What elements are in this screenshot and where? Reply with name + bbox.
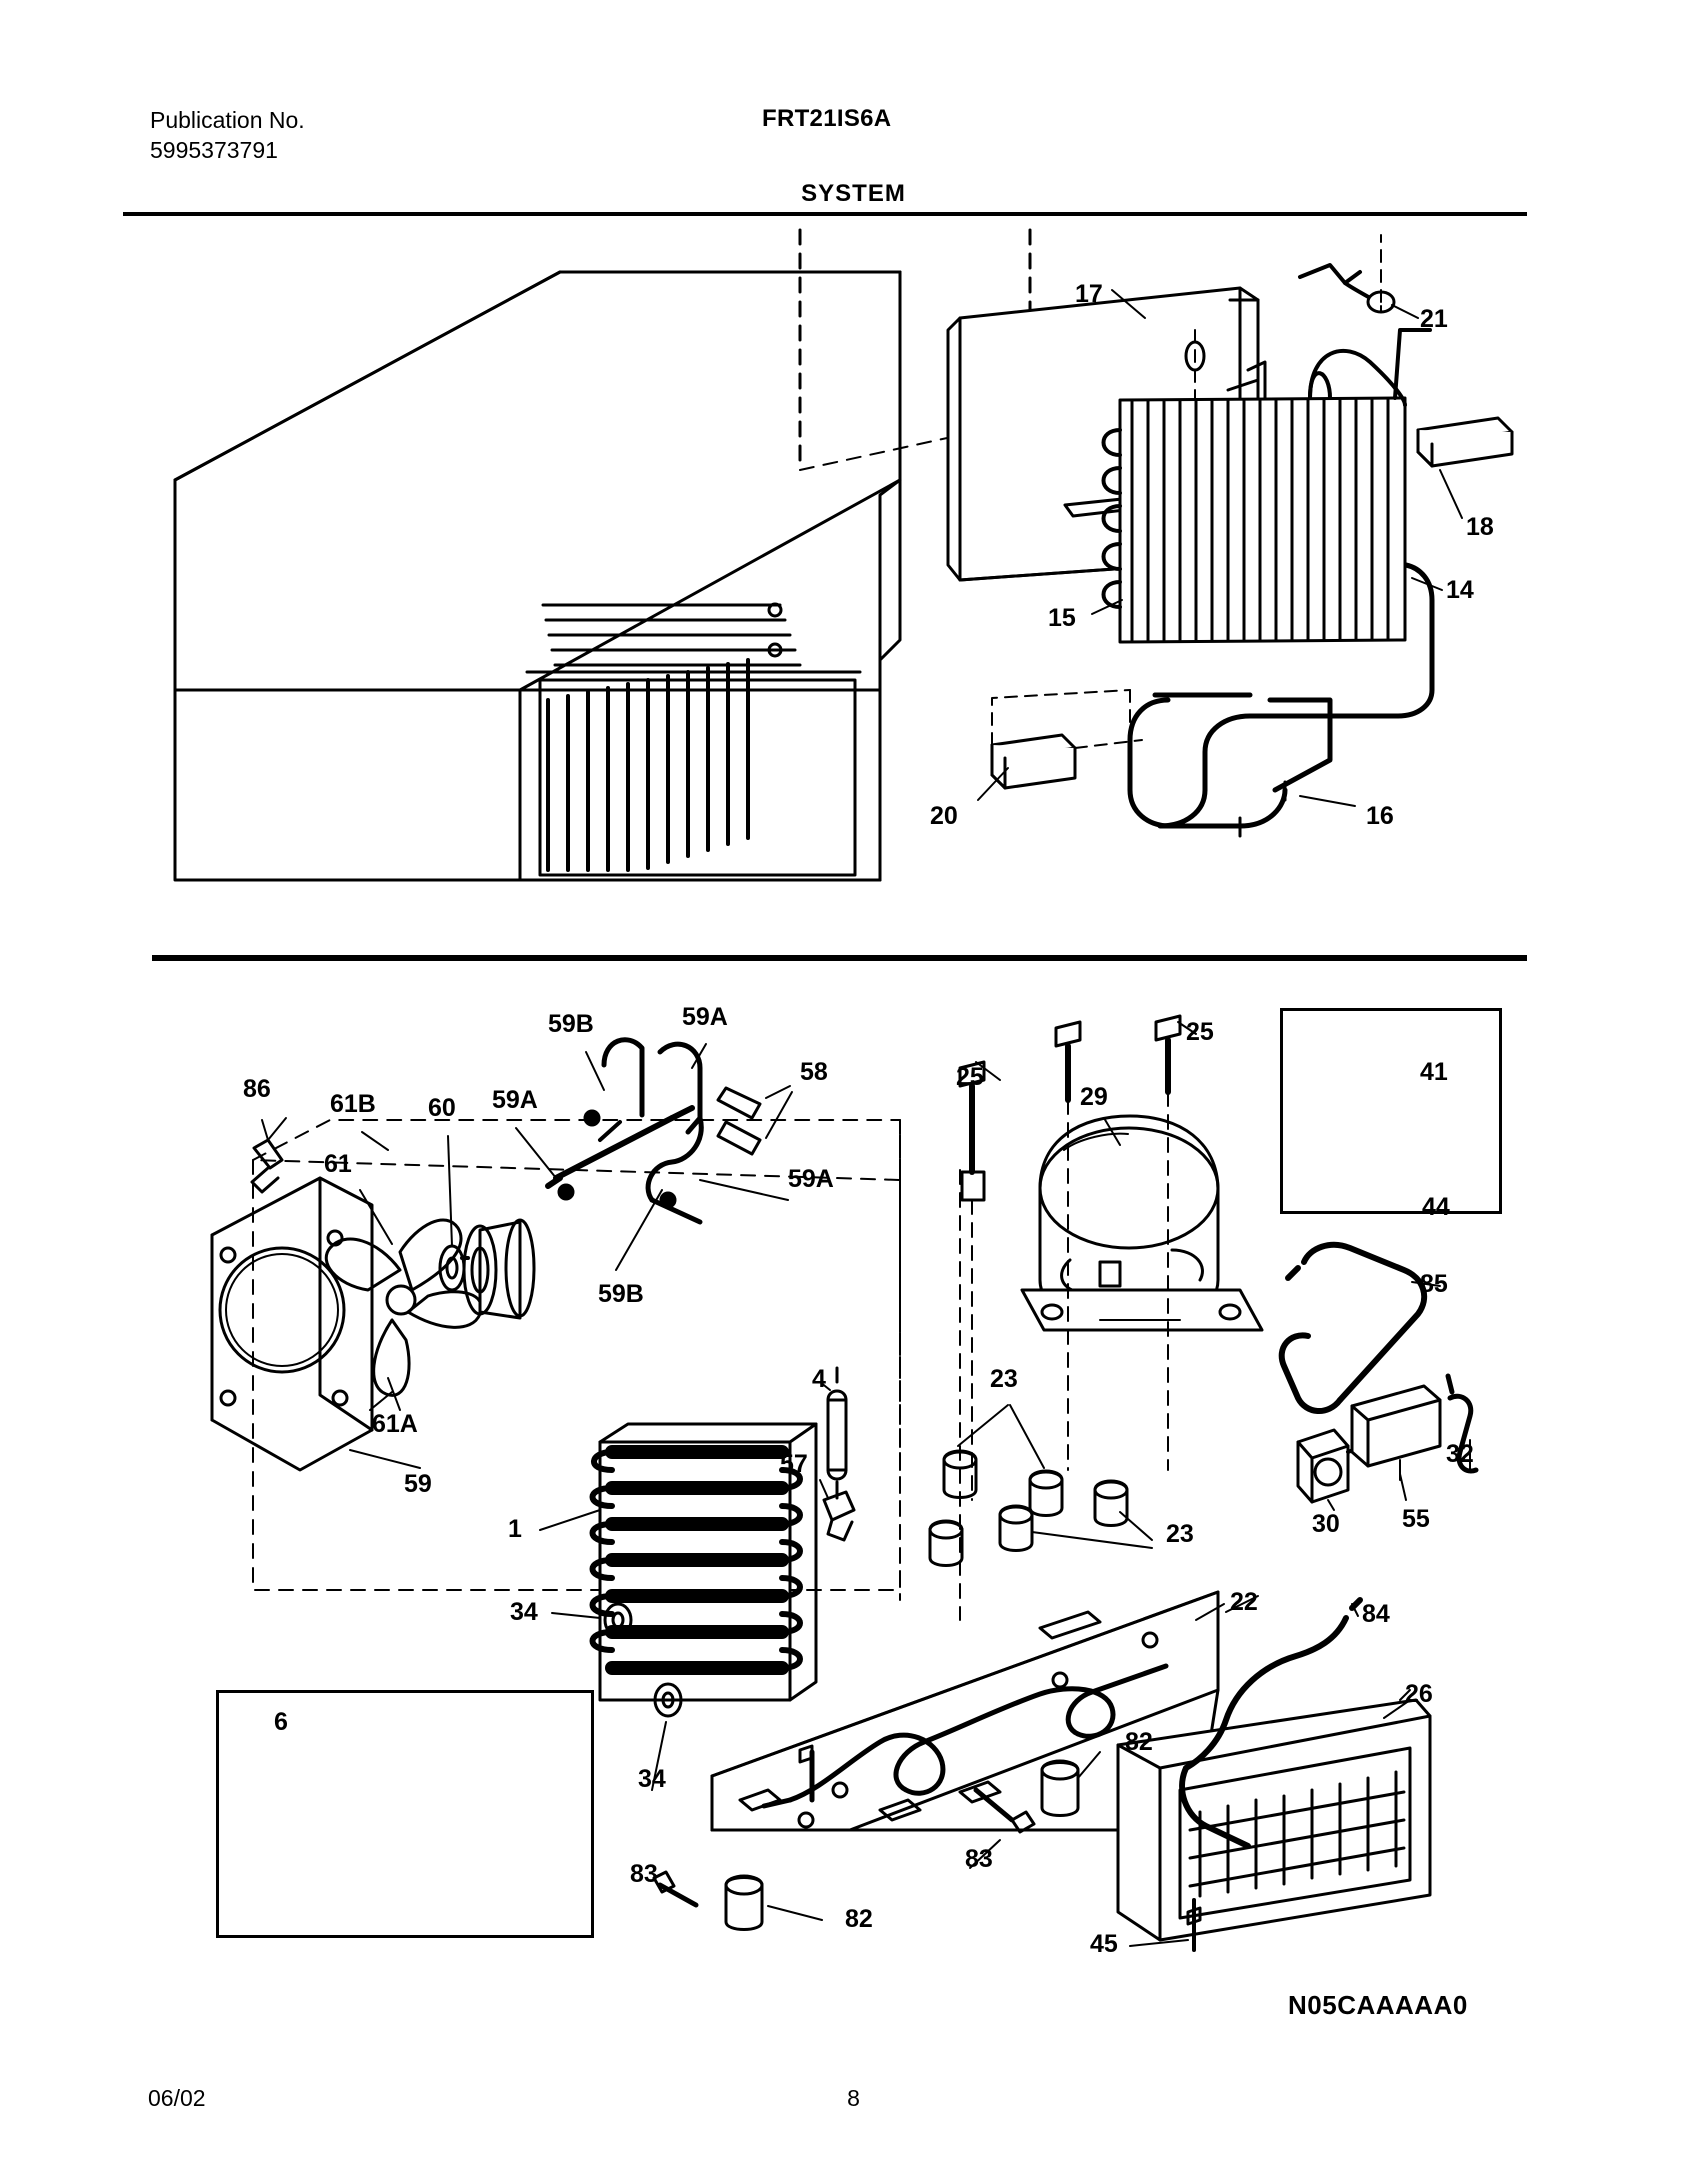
callout-60: 60 [428, 1094, 456, 1122]
footer-date: 06/02 [148, 2085, 206, 2111]
callout-25-left: 25 [956, 1063, 984, 1091]
callout-22: 22 [1230, 1588, 1258, 1616]
callout-41: 41 [1420, 1058, 1448, 1086]
callout-21: 21 [1420, 305, 1448, 333]
callout-18: 18 [1466, 513, 1494, 541]
callout-17: 17 [1075, 280, 1103, 308]
callout-86: 86 [243, 1075, 271, 1103]
callout-61a: 61A [372, 1410, 418, 1438]
callout-59: 59 [404, 1470, 432, 1498]
callout-15: 15 [1048, 604, 1076, 632]
callout-59a-low: 59A [788, 1165, 834, 1193]
callout-83-left: 83 [630, 1860, 658, 1888]
callout-84: 84 [1362, 1600, 1390, 1628]
callout-82-lower: 82 [845, 1905, 873, 1933]
callout-57: 57 [780, 1450, 808, 1478]
publication-number: 5995373791 [150, 137, 278, 163]
inset-box-power-cord [216, 1690, 594, 1938]
callout-59b-low: 59B [598, 1280, 644, 1308]
callout-23-lower: 23 [1166, 1520, 1194, 1548]
callout-44: 44 [1422, 1193, 1450, 1221]
publication-label: Publication No. [150, 107, 305, 133]
callout-23-upper: 23 [990, 1365, 1018, 1393]
model-number: FRT21IS6A [762, 105, 892, 132]
callout-34-lower: 34 [638, 1765, 666, 1793]
callout-59a-mid: 59A [492, 1086, 538, 1114]
callout-16: 16 [1366, 802, 1394, 830]
callout-20: 20 [930, 802, 958, 830]
callout-30: 30 [1312, 1510, 1340, 1538]
callout-32: 32 [1446, 1440, 1474, 1468]
diagram-code: N05CAAAAA0 [1288, 1990, 1468, 2020]
callout-82-upper: 82 [1125, 1728, 1153, 1756]
callout-14: 14 [1446, 576, 1474, 604]
callout-55: 55 [1402, 1505, 1430, 1533]
callout-29: 29 [1080, 1083, 1108, 1111]
callout-59a-top: 59A [682, 1003, 728, 1031]
footer-page-number: 8 [847, 2085, 860, 2111]
callout-1: 1 [508, 1515, 522, 1543]
page-title: SYSTEM [801, 180, 906, 207]
callout-58: 58 [800, 1058, 828, 1086]
callout-6: 6 [274, 1708, 288, 1736]
callout-26: 26 [1405, 1680, 1433, 1708]
callout-59b-top: 59B [548, 1010, 594, 1038]
callout-85: 85 [1420, 1270, 1448, 1298]
inset-box-bracket [1280, 1008, 1502, 1214]
callout-83-right: 83 [965, 1845, 993, 1873]
callout-4: 4 [812, 1365, 826, 1393]
callout-61b: 61B [330, 1090, 376, 1118]
callout-25-right: 25 [1186, 1018, 1214, 1046]
callout-45: 45 [1090, 1930, 1118, 1958]
callout-34-upper: 34 [510, 1598, 538, 1626]
callout-61: 61 [324, 1150, 352, 1178]
